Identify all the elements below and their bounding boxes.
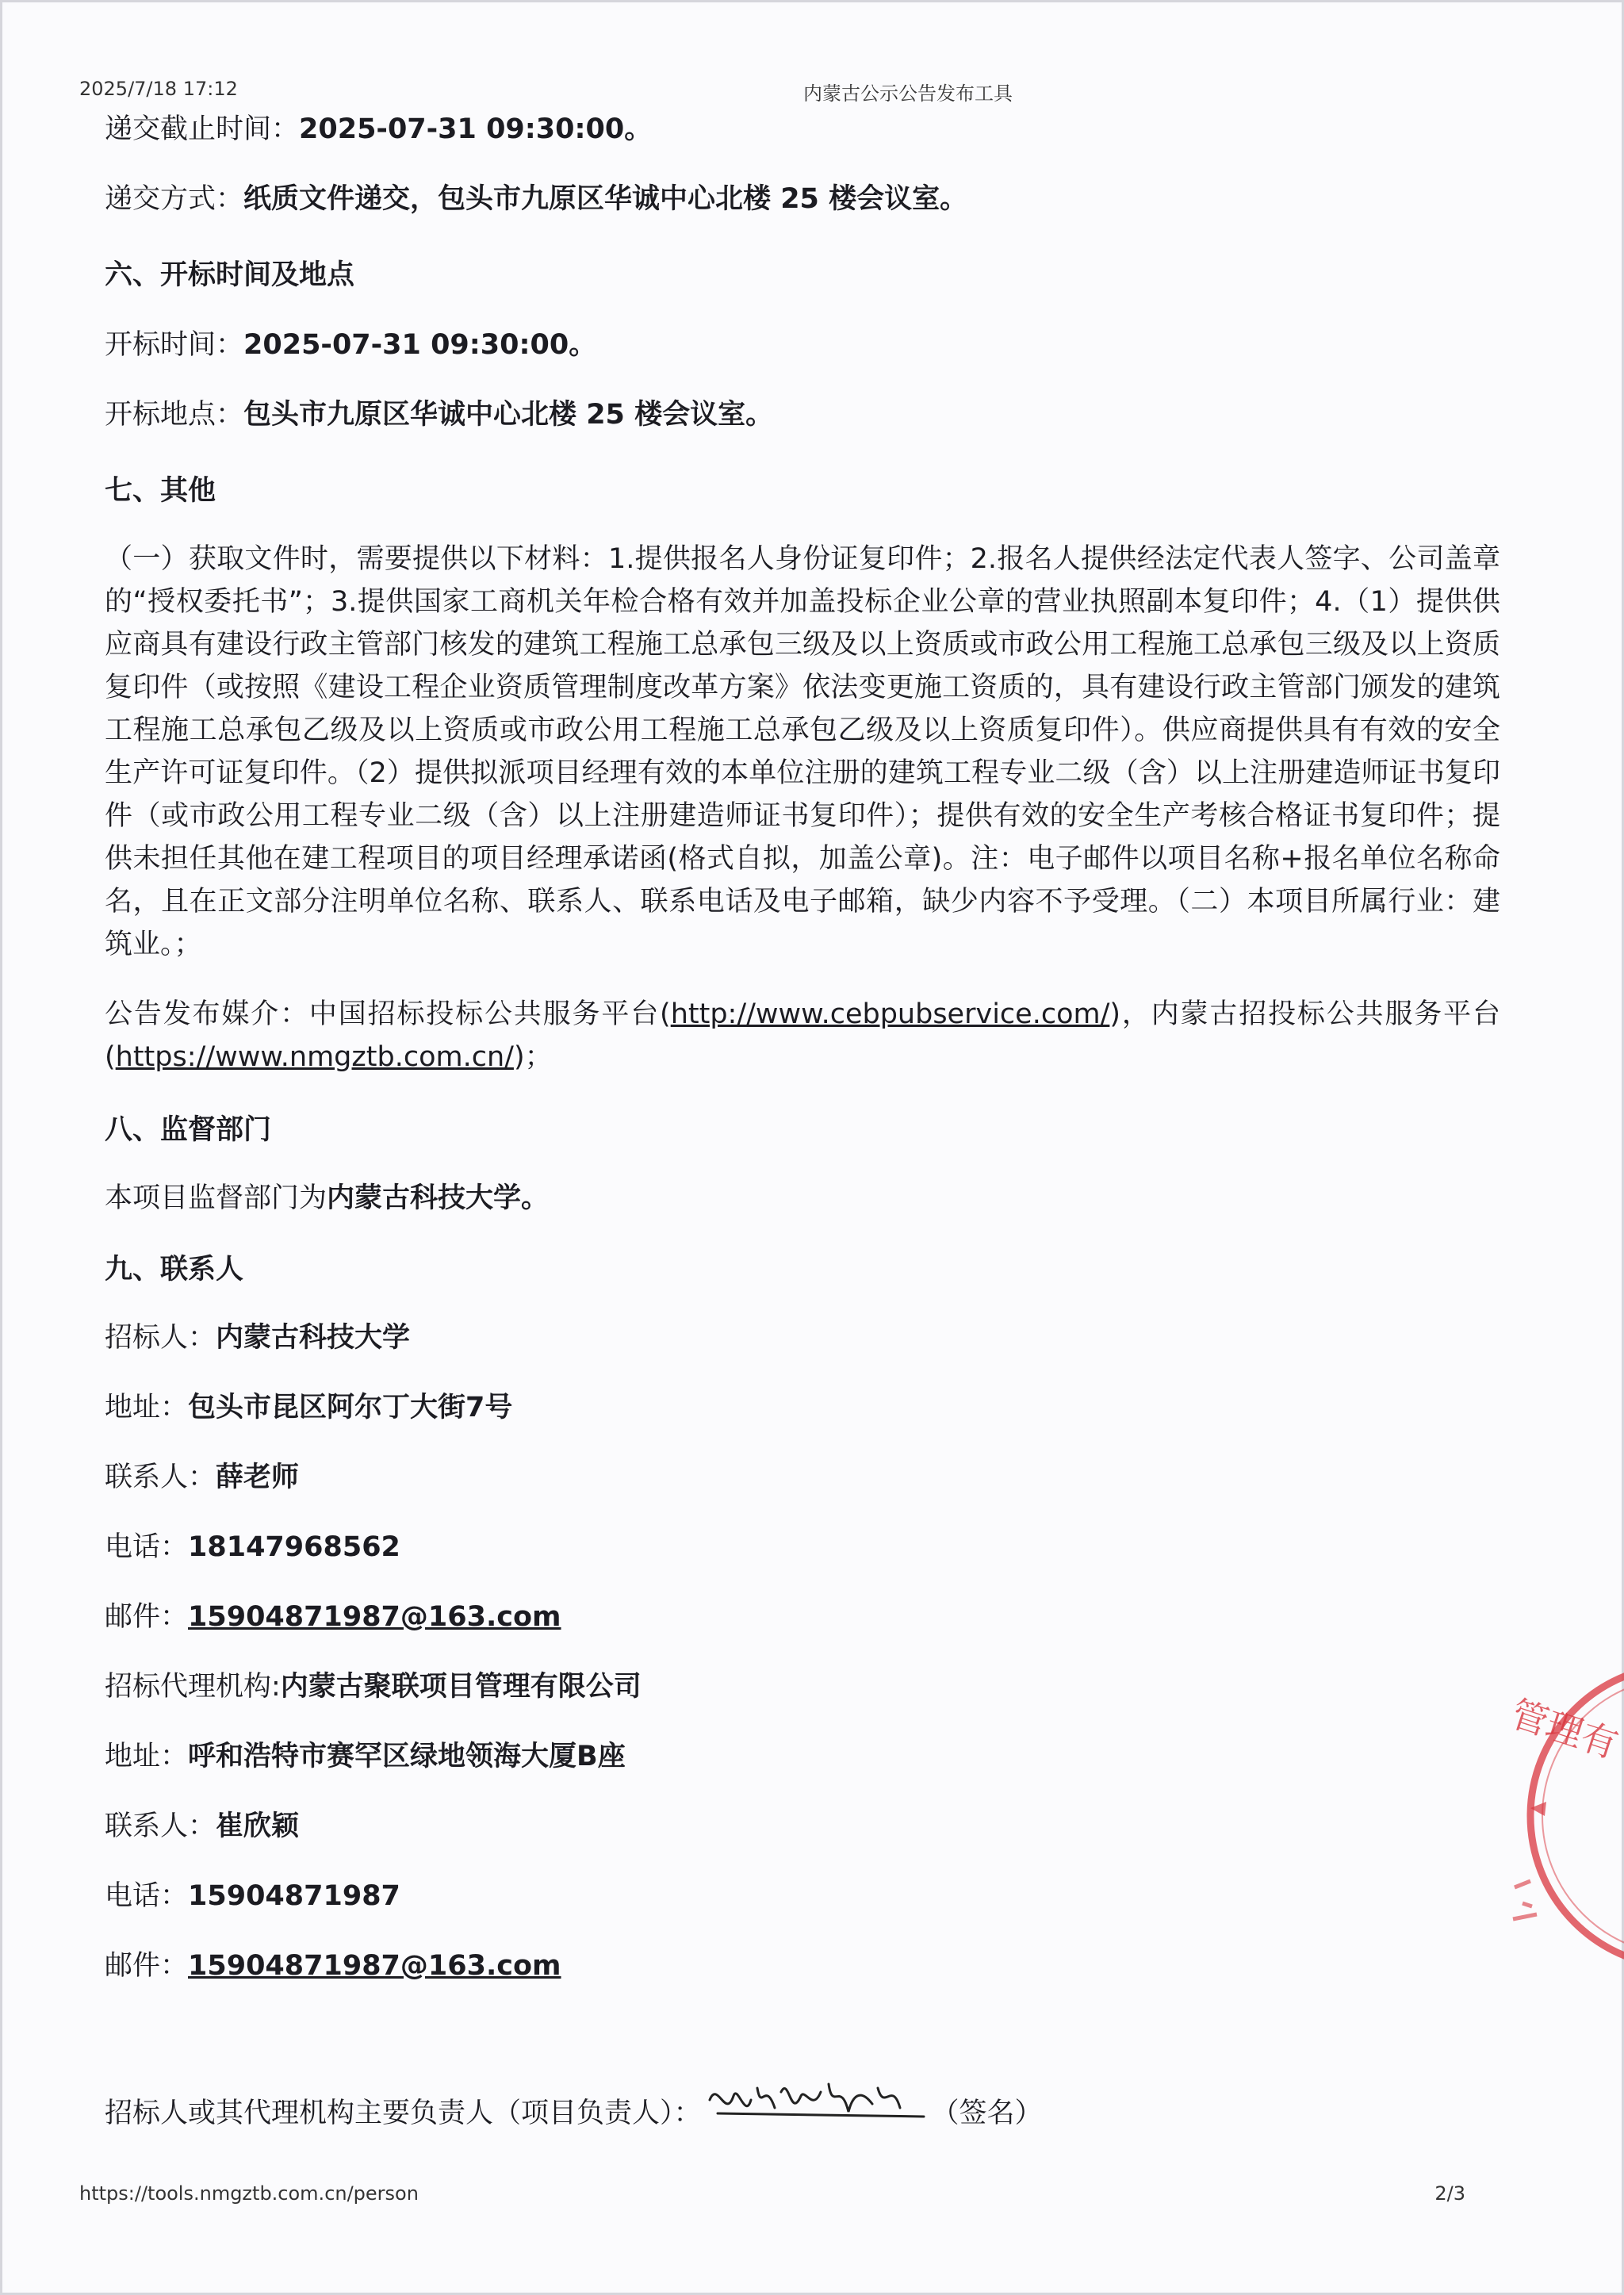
handwritten-signature — [702, 2094, 932, 2134]
agency-email-link[interactable]: 15904871987@163.com — [188, 1950, 561, 1982]
agency-contact-line: 联系人：崔欣颖 — [105, 1810, 300, 1842]
tenderer-contact-line: 联系人：薛老师 — [105, 1462, 300, 1493]
agency-phone-line: 电话：15904871987 — [105, 1880, 400, 1912]
tenderer-line: 招标人：内蒙古科技大学 — [105, 1322, 411, 1354]
agency-address-line: 地址：呼和浩特市赛罕区绿地领海大厦B座 — [105, 1741, 626, 1772]
nmgztb-link[interactable]: https://www.nmgztb.com.cn/ — [115, 1041, 514, 1073]
section7-body: （一）获取文件时，需要提供以下材料：1.提供报名人身份证复印件；2.报名人提供经法定代表人签字、公司盖章的“授权委托书”；3.提供国家工商机关年检合格有效并加盖投标企业公章的营业执照副本复印件；4.（1）提供供应商具有建设行政主管部门核发的建筑工程施工总承包三级及以上资质或市政公用工程施工总承包三级及以上资质复印件（或按照《建设工程企业资质管理制度改革方案》依法变更施工资质的，具有建设行政主管部门颁发的建筑工程施工总承包乙级及以上资质或市政公用工程施工总承包乙级及以上资质复印件）。供应商提供具有有效的安全生产许可证复印件。（2）提供拟派项目经理有效的本单位注册的建筑工程专业二级（含）以上注册建造师证书复印件（或市政公用工程专业二级（含）以上注册建造师证书复印件）；提供有效的安全生产考核合格证书复印件；提供未担任其他在建工程项目的项目经理承诺函(格式自拟，加盖公章)。注：电子邮件以项目名称+报名单位名称命名，且在正文部分注明单位名称、联系人、联系电话及电子邮箱，缺少内容不予受理。（二）本项目所属行业：建筑业。； — [105, 543, 1500, 960]
opening-place-line: 开标地点：包头市九原区华诚中心北楼 25 楼会议室。 — [105, 399, 774, 431]
page-number: 2/3 — [1434, 2182, 1465, 2205]
section9-heading: 九、联系人 — [105, 1254, 244, 1285]
print-timestamp: 2025/7/18 17:12 — [79, 78, 238, 100]
section7-heading: 七、其他 — [105, 475, 216, 507]
agency-line: 招标代理机构:内蒙古聚联项目管理有限公司 — [105, 1671, 642, 1703]
deadline-line: 递交截止时间：2025-07-31 09:30:00。 — [105, 113, 653, 145]
section6-heading: 六、开标时间及地点 — [105, 259, 355, 291]
opening-time-line: 开标时间：2025-07-31 09:30:00。 — [105, 329, 597, 361]
tenderer-email-link[interactable]: 15904871987@163.com — [188, 1601, 561, 1633]
document-body — [105, 109, 1500, 1986]
signature-line: 招标人或其代理机构主要负责人（项目负责人）： （签名） — [105, 2094, 1215, 2134]
header-title: 内蒙古公示公告发布工具 — [803, 82, 1013, 105]
agency-email-line: 邮件：15904871987@163.com — [105, 1950, 561, 1982]
company-seal — [1499, 1649, 1624, 1983]
tenderer-email-line: 邮件：15904871987@163.com — [105, 1601, 561, 1633]
tenderer-phone-line: 电话：18147968562 — [105, 1531, 400, 1563]
publish-media-line: 公告发布媒介：中国招标投标公共服务平台(http://www.cebpubservice.com/)，内蒙古招投标公共服务平台(https://www.nmgztb.com.cn/)； — [105, 998, 1500, 1073]
submission-method-line: 递交方式：纸质文件递交，包头市九原区华诚中心北楼 25 楼会议室。 — [105, 183, 968, 215]
supervision-line: 本项目监督部门为内蒙古科技大学。 — [105, 1182, 550, 1214]
section8-heading: 八、监督部门 — [105, 1114, 272, 1146]
cebpubservice-link[interactable]: http://www.cebpubservice.com/ — [670, 998, 1110, 1030]
svg-text:管理有: 管理有 — [1506, 1692, 1623, 1767]
tenderer-address-line: 地址：包头市昆区阿尔丁大街7号 — [105, 1392, 513, 1423]
footer-url: https://tools.nmgztb.com.cn/person — [79, 2182, 419, 2205]
